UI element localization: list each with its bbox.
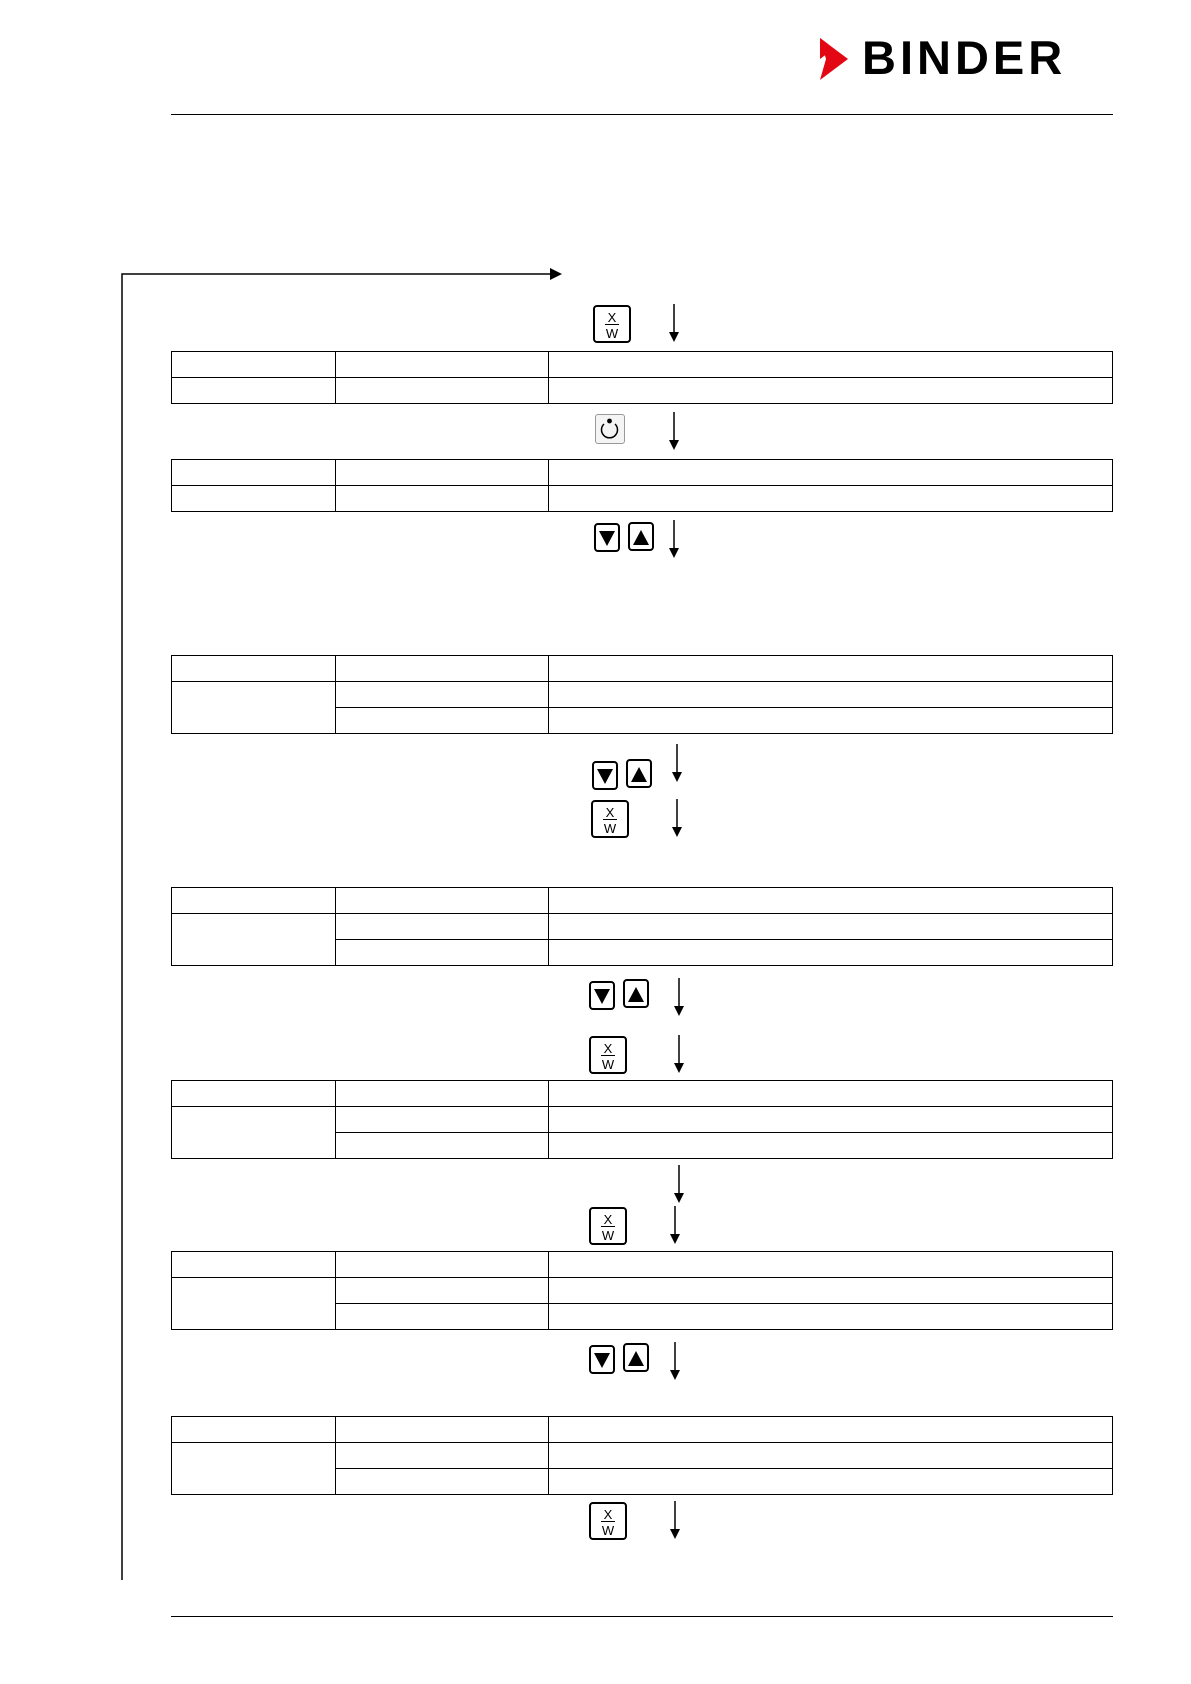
table-cell <box>336 486 549 512</box>
binder-logo <box>818 31 1113 84</box>
table-cell <box>336 1304 549 1330</box>
binder-triangle-icon <box>818 38 852 80</box>
table-cell <box>549 378 1113 404</box>
table-row <box>172 914 1113 940</box>
table-row <box>172 682 1113 708</box>
xw-key-4[interactable]: X W <box>589 1207 627 1245</box>
arrow-down-icon <box>673 1165 685 1203</box>
table-cell <box>172 486 336 512</box>
table-row <box>172 888 1113 914</box>
arrow-down-icon <box>669 1501 681 1539</box>
xw-key-3[interactable]: X W <box>589 1036 627 1074</box>
table-cell <box>336 1417 549 1443</box>
table-cell <box>336 1081 549 1107</box>
table-cell <box>336 460 549 486</box>
down-key[interactable] <box>594 523 620 552</box>
table-cell <box>336 656 549 682</box>
table-row <box>172 1081 1113 1107</box>
table-cell <box>549 888 1113 914</box>
table-cell <box>172 378 336 404</box>
table-cell <box>549 352 1113 378</box>
table-cell <box>172 888 336 914</box>
table-1 <box>171 351 1113 404</box>
table-row <box>172 1417 1113 1443</box>
start-stop-key[interactable] <box>595 414 625 444</box>
table-cell <box>172 1107 336 1159</box>
table-row <box>172 1107 1113 1133</box>
table-cell <box>172 682 336 734</box>
table-row <box>172 486 1113 512</box>
arrow-down-icon <box>673 1035 685 1073</box>
footer-divider <box>171 1616 1113 1617</box>
table-2 <box>171 459 1113 512</box>
table-cell <box>336 1278 549 1304</box>
table-cell <box>336 1443 549 1469</box>
table-cell <box>172 1278 336 1330</box>
table-cell <box>172 1417 336 1443</box>
up-key[interactable] <box>626 759 652 788</box>
table-cell <box>549 914 1113 940</box>
table-cell <box>549 1081 1113 1107</box>
table-row <box>172 1252 1113 1278</box>
table-6 <box>171 1251 1113 1330</box>
arrow-down-icon <box>673 978 685 1016</box>
table-cell <box>549 1443 1113 1469</box>
table-row <box>172 1278 1113 1304</box>
table-cell <box>336 682 549 708</box>
xw-key-2[interactable]: X W <box>591 800 629 838</box>
table-4 <box>171 887 1113 966</box>
arrow-down-icon <box>668 520 680 558</box>
table-3 <box>171 655 1113 734</box>
table-cell <box>172 656 336 682</box>
up-key[interactable] <box>628 522 654 551</box>
table-cell <box>549 1133 1113 1159</box>
table-cell <box>549 1278 1113 1304</box>
arrow-down-icon <box>669 1206 681 1244</box>
table-5 <box>171 1080 1113 1159</box>
xw-key-1[interactable]: X W <box>593 305 631 343</box>
table-cell <box>172 1443 336 1495</box>
table-row <box>172 352 1113 378</box>
arrow-down-icon <box>669 1342 681 1380</box>
up-key[interactable] <box>623 979 649 1008</box>
table-cell <box>336 914 549 940</box>
table-cell <box>336 940 549 966</box>
table-row <box>172 656 1113 682</box>
table-row <box>172 1443 1113 1469</box>
table-cell <box>549 940 1113 966</box>
arrow-down-icon <box>668 412 680 450</box>
table-cell <box>336 1252 549 1278</box>
table-cell <box>549 682 1113 708</box>
header-divider <box>171 114 1113 115</box>
table-cell <box>549 460 1113 486</box>
table-cell <box>172 352 336 378</box>
table-cell <box>336 1469 549 1495</box>
table-row <box>172 378 1113 404</box>
down-key[interactable] <box>589 1345 615 1374</box>
arrow-down-icon <box>668 304 680 342</box>
table-cell <box>549 656 1113 682</box>
table-cell <box>336 352 549 378</box>
table-cell <box>549 1304 1113 1330</box>
table-cell <box>549 486 1113 512</box>
brand-name: BINDER <box>862 31 1067 84</box>
arrow-down-icon <box>671 799 683 837</box>
table-row <box>172 460 1113 486</box>
table-cell <box>549 1252 1113 1278</box>
up-key[interactable] <box>623 1343 649 1372</box>
arrow-down-icon <box>671 744 683 782</box>
table-cell <box>336 378 549 404</box>
down-key[interactable] <box>592 761 618 790</box>
table-cell <box>172 1252 336 1278</box>
table-cell <box>549 708 1113 734</box>
xw-key-5[interactable]: X W <box>589 1502 627 1540</box>
table-cell <box>549 1107 1113 1133</box>
table-cell <box>549 1417 1113 1443</box>
table-cell <box>336 1107 549 1133</box>
table-cell <box>549 1469 1113 1495</box>
table-cell <box>336 1133 549 1159</box>
table-7 <box>171 1416 1113 1495</box>
table-cell <box>172 460 336 486</box>
table-cell <box>172 1081 336 1107</box>
table-cell <box>336 708 549 734</box>
down-key[interactable] <box>589 981 615 1010</box>
table-cell <box>172 914 336 966</box>
table-cell <box>336 888 549 914</box>
